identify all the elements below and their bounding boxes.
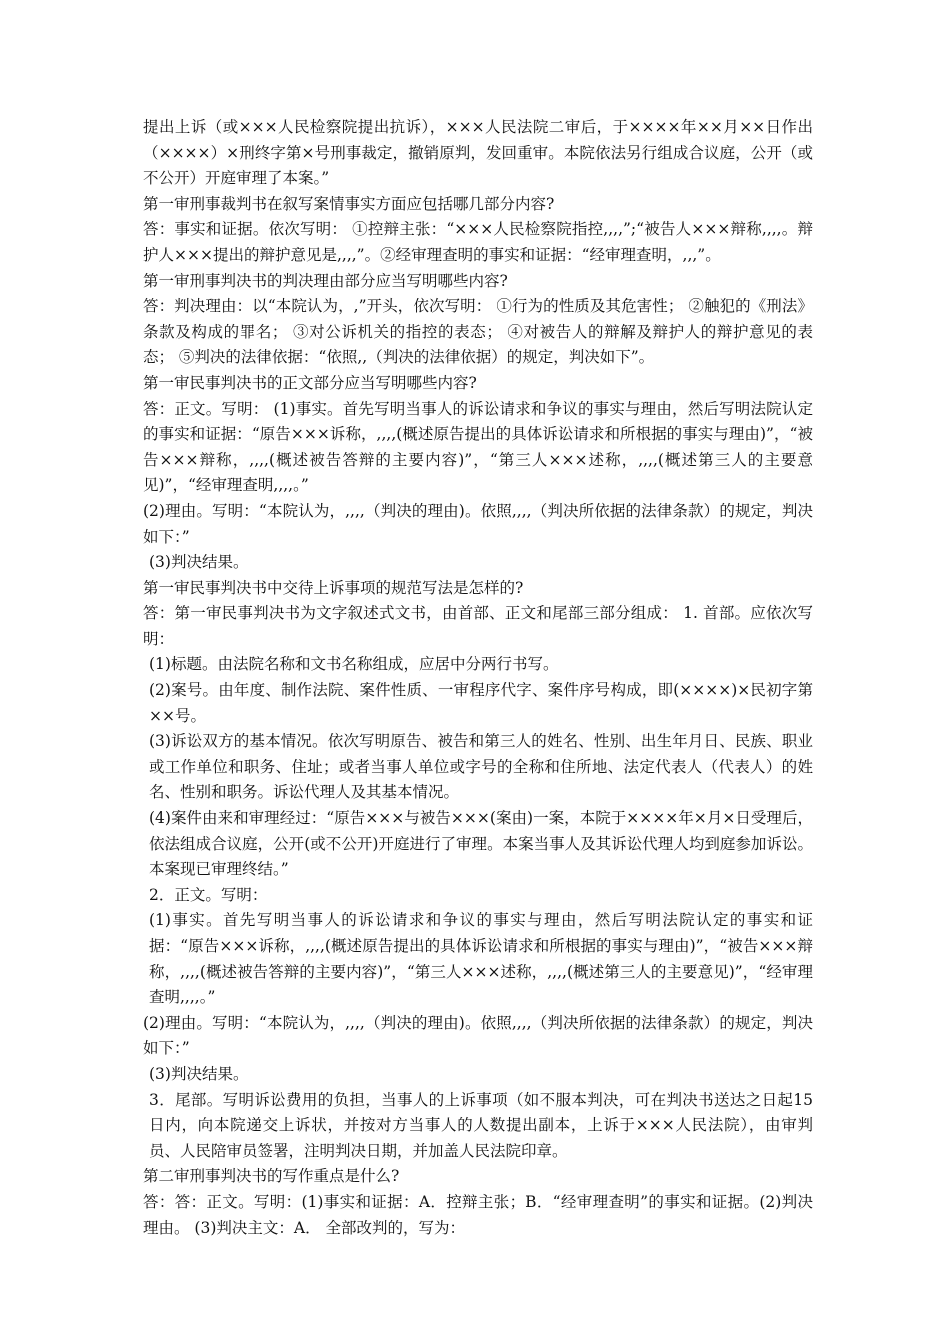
section-ending: 3．尾部。写明诉讼费用的负担，当事人的上诉事项（如不服本判决，可在判决书送达之日起15日内，向本院递交上诉状，并按对方当事人的人数提出副本，上诉于×××人民法院），由审判员、人民陪审员签署，注明判决日期，并加盖人民法院印章。 xyxy=(149,1090,813,1160)
section-body-heading: 2．正文。写明： xyxy=(149,885,268,904)
question-civil-body: 第一审民事判决书的正文部分应当写明哪些内容? xyxy=(143,373,477,392)
document-body xyxy=(143,115,813,1241)
paragraph-retrial-note: 提出上诉（或×××人民检察院提出抗诉），×××人民法院二审后，于××××年××月××日作出（××××）×刑终字第×号刑事裁定，撤销原判，发回重审。本院依法另行组成合议庭，公开（或不公开）开庭审理了本案。” xyxy=(143,118,813,188)
question-criminal-reasoning: 第一审刑事判决书的判决理由部分应当写明哪些内容? xyxy=(143,271,508,290)
item-facts: (1)事实。首先写明当事人的诉讼请求和争议的事实与理由，然后写明法院认定的事实和证据：“原告×××诉称，,,,,(概述原告提出的具体诉讼请求和所根据的事实与理由)”，“被告×××辩称，,,,,(概述被告答辩的主要内容)”，“第三人×××述称，,,,,(概述第三人的主要意见)”，“经审理查明,,,,。” xyxy=(149,911,813,1007)
item-result: (3)判决结果。 xyxy=(149,1064,249,1083)
item-title: (1)标题。由法院名称和文书名称组成，应居中分两行书写。 xyxy=(149,655,559,674)
answer-second-instance: 答：答：正文。写明：(1)事实和证据：A．控辩主张；B．“经审理查明”的事实和证据。(2)判决理由。 (3)判决主文：A． 全部改判的，写为： xyxy=(143,1192,813,1237)
answer-civil-reasons: (2)理由。写明：“本院认为，,,,,（判决的理由)。依照,,,,（判决所依据的法律条款）的规定，判决如下：” xyxy=(143,501,813,546)
item-reasons: (2)理由。写明：“本院认为，,,,,（判决的理由)。依照,,,,（判决所依据的法律条款）的规定，判决如下：” xyxy=(143,1013,813,1058)
answer-criminal-reasoning: 答：判决理由：以“本院认为，,”开头，依次写明： ①行为的性质及其危害性； ②触犯的《刑法》条款及构成的罪名； ③对公诉机关的指控的表态； ④对被告人的辩解及辩护人的辩护意见的表态； ⑤判决的法律依据：“依照,,（判决的法律依据）的规定，判决如下”。 xyxy=(143,297,813,367)
item-parties: (3)诉讼双方的基本情况。依次写明原告、被告和第三人的姓名、性别、出生年月日、民族、职业或工作单位和职务、住址；或者当事人单位或字号的全称和住所地、法定代表人（代表人）的姓名、性别和职务。诉讼代理人及其基本情况。 xyxy=(149,732,813,802)
answer-criminal-facts: 答：事实和证据。依次写明： ①控辩主张：“×××人民检察院指控,,,,”;“被告人×××辩称,,,,。辩护人×××提出的辩护意见是,,,,”。②经审理查明的事实和证据：“经审理查明，,,,”。 xyxy=(143,220,813,264)
question-second-instance: 第二审刑事判决书的写作重点是什么? xyxy=(143,1167,400,1186)
answer-civil-structure: 答：第一审民事判决书为文字叙述式文书，由首部、正文和尾部三部分组成： 1. 首部。应依次写明： xyxy=(143,604,813,648)
answer-civil-result: (3)判决结果。 xyxy=(149,553,249,572)
answer-civil-facts: 答：正文。写明： (1)事实。首先写明当事人的诉讼请求和争议的事实与理由，然后写明法院认定的事实和证据：“原告×××诉称，,,,,(概述原告提出的具体诉讼请求和所根据的事实与理由)”，“被告×××辩称，,,,,(概述被告答辩的主要内容)”，“第三人×××述称，,,,,(概述第三人的主要意见)”，“经审理查明,,,,。” xyxy=(143,399,813,495)
item-case-origin: (4)案件由来和审理经过：“原告×××与被告×××(案由)一案，本院于××××年×月×日受理后，依法组成合议庭，公开(或不公开)开庭进行了审理。本案当事人及其诉讼代理人均到庭参加诉讼。本案现已审理终结。” xyxy=(149,809,813,879)
question-civil-appeal: 第一审民事判决书中交待上诉事项的规范写法是怎样的? xyxy=(143,578,524,597)
item-case-number: (2)案号。由年度、制作法院、案件性质、一审程序代字、案件序号构成，即(××××)×民初字第××号。 xyxy=(149,681,813,725)
question-criminal-facts: 第一审刑事裁判书在叙写案情事实方面应包括哪几部分内容? xyxy=(143,194,555,213)
